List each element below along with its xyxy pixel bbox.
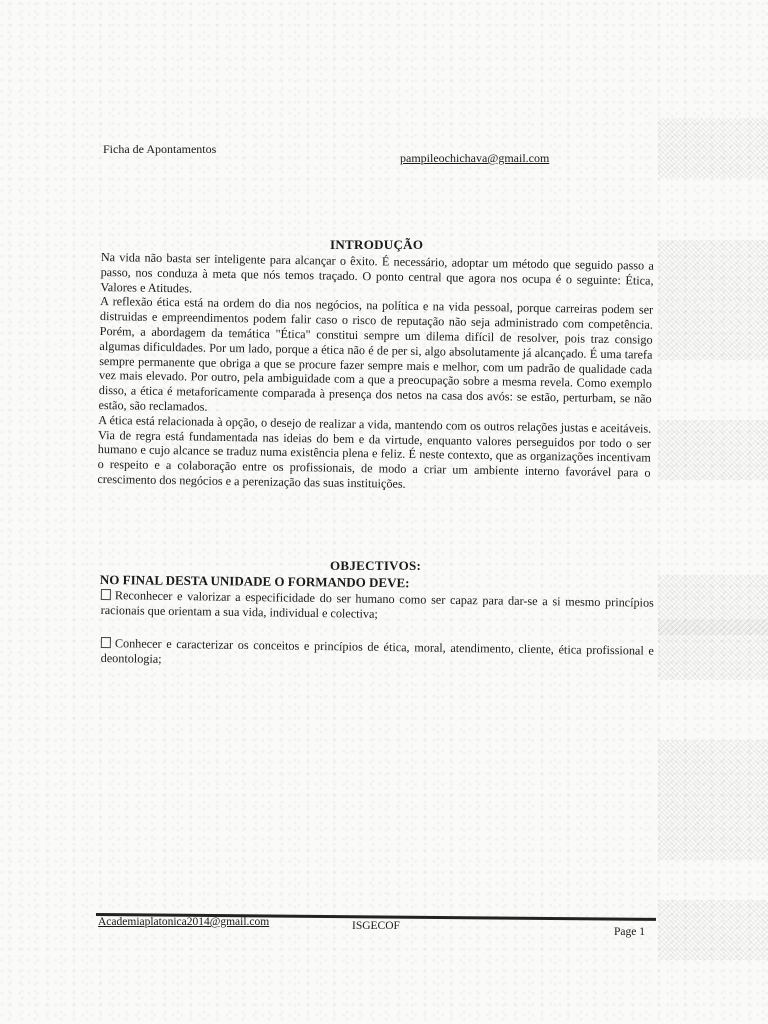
intro-body bbox=[97, 250, 654, 495]
footer-institution: ISGECOF bbox=[352, 920, 400, 932]
scan-noise bbox=[658, 300, 768, 360]
scan-noise bbox=[658, 900, 768, 960]
header-email-link[interactable]: pampileochichava@gmail.com bbox=[400, 151, 550, 165]
page-number: Page 1 bbox=[614, 926, 645, 938]
intro-paragraph-2: A reflexão ética está na ordem do dia nos negócios, na política e na vida pessoal, porque carreiras podem ser distruidas e empreendimentos podem falir caso o risco de reputação não seja administrado com competência. Porém, a abordagem da temática "Ética" constitui sempre um dilema difícil de resolver, pois traz consigo algumas dificuldades. Por um lado, porque a ética não é de per si, algo absolutamente já alcançado. É uma tarefa sempre permanente que obriga a que se procure fazer sempre mais e melhor, com um padrão de qualidade cada vez mais elevado. Por outro, pela ambiguidade com a que a preocupação sobre a mesma revela. Como exemplo disso, a ética é metaforicamente comparada à presença dos netos na casa dos avós: se estão, perturbam, se não estão, são reclamados. bbox=[98, 294, 654, 414]
scan-noise bbox=[658, 240, 768, 300]
scan-noise bbox=[658, 118, 768, 178]
footer-email-link[interactable]: Academiaplatonica2014@gmail.com bbox=[98, 916, 270, 928]
objective-item bbox=[101, 588, 654, 625]
header-title: Ficha de Apontamentos bbox=[103, 142, 217, 156]
checkbox-icon bbox=[101, 589, 111, 600]
objective-text-2: Conhecer e caracterizar os conceitos e princípios de ética, moral, atendimento, cliente, ética profissional e deontologia; bbox=[100, 636, 654, 666]
scan-noise bbox=[658, 800, 768, 860]
intro-paragraph-1: Na vida não basta ser inteligente para alcançar o êxito. É necessário, adoptar um método que seguido passo a passo, nos conduza à meta que nós temos traçado. O ponto central que agora nos ocupa é o seguinte: Ética, Valores e Atitudes. bbox=[100, 250, 654, 296]
checkbox-icon bbox=[101, 637, 111, 648]
objectives-heading: OBJECTIVOS: bbox=[330, 558, 422, 573]
scan-noise bbox=[658, 620, 768, 680]
objective-text-1: Reconhecer e valorizar a especificidade do ser humano como ser capaz para dar-se a si mesmo princípios racionais que orientam a sua vida, individual e colectiva; bbox=[100, 588, 654, 621]
scan-noise bbox=[658, 420, 768, 480]
intro-heading: INTRODUÇÃO bbox=[330, 237, 424, 252]
intro-paragraph-3: A ética está relacionada à opção, o desejo de realizar a vida, mantendo com os outros relações justas e aceitáveis. Via de regra está fundamentada nas ideias do bem e da virtude, enquanto valores perseguidos por todo o ser humano e cujo alcance se traduz numa existência plena e feliz. É neste contexto, que as organizações incentivam o respeito e a colaboração entre os profissionais, de modo a criar um ambiente interno favorável para o crescimento dos negócios e a perenização das suas instituições. bbox=[97, 412, 652, 491]
objective-item bbox=[101, 636, 654, 673]
scan-noise bbox=[658, 740, 768, 800]
objectives-subheading: NO FINAL DESTA UNIDADE O FORMANDO DEVE: bbox=[99, 572, 410, 591]
